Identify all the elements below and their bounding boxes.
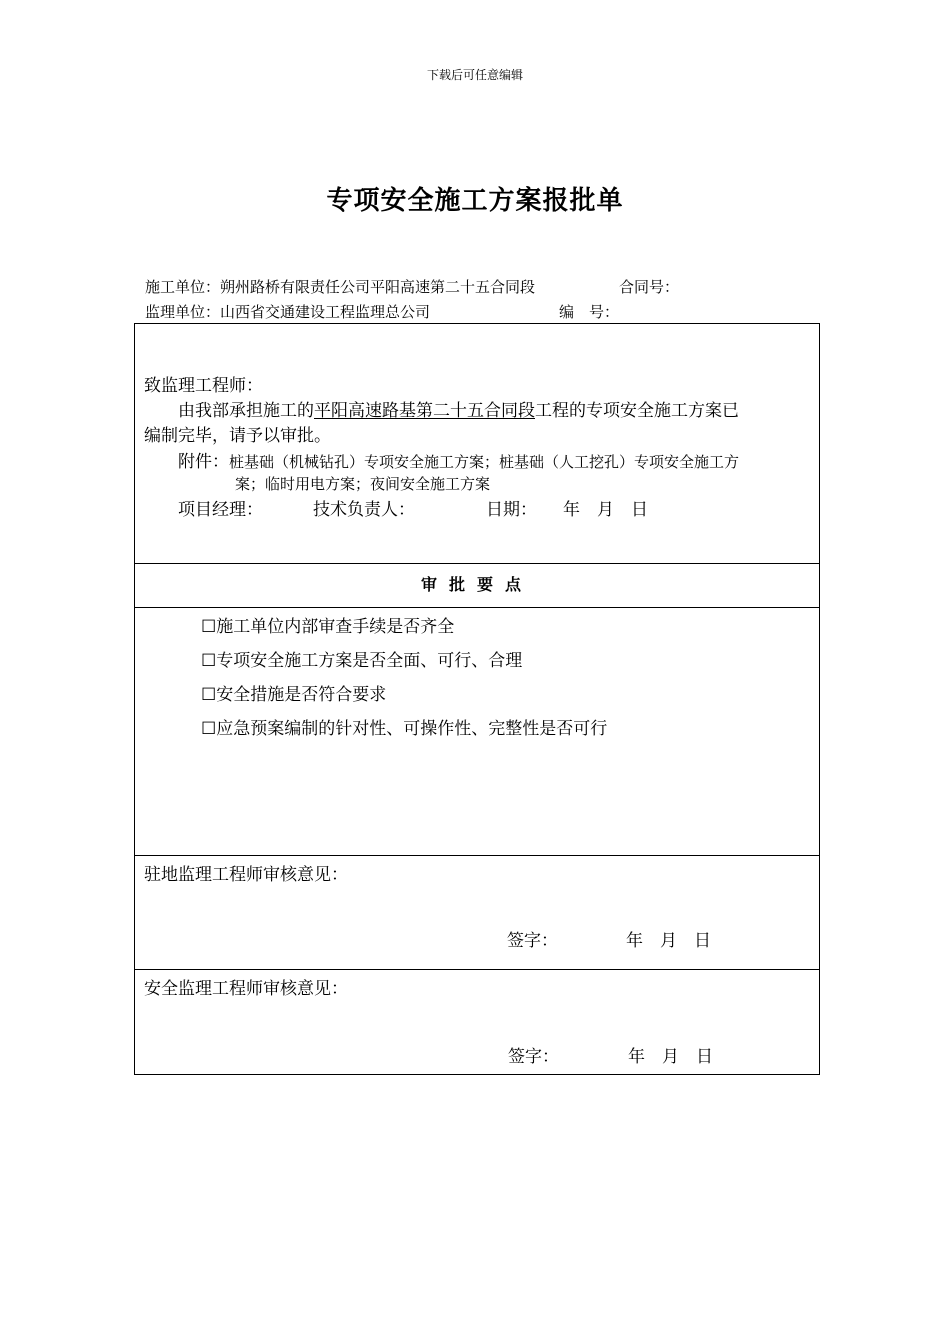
supervision-unit-label: 监理单位：	[145, 303, 221, 321]
tech-lead-label: 技术负责人：	[313, 500, 415, 520]
review-points-list	[135, 607, 819, 855]
review-item: ☐应急预案编制的针对性、可操作性、完整性是否可行	[201, 719, 608, 739]
header-note: 下载后可任意编辑	[426, 68, 523, 82]
resident-signature-label: 签字：	[507, 931, 558, 951]
project-name: 平阳高速路基第二十五合同段	[314, 401, 535, 421]
review-item: ☐安全措施是否符合要求	[201, 685, 387, 705]
construction-unit-value: 朔州路桥有限责任公司平阳高速第二十五合同段	[220, 278, 536, 296]
supervision-unit-value: 山西省交通建设工程监理总公司	[220, 303, 431, 321]
date-label: 日期：	[486, 500, 537, 520]
application-section	[135, 324, 819, 563]
application-body-line2: 编制完毕，请予以审批。	[144, 426, 331, 446]
review-item: ☐专项安全施工方案是否全面、可行、合理	[201, 651, 523, 671]
review-item: ☐施工单位内部审查手续是否齐全	[201, 617, 455, 637]
resident-review-section	[135, 855, 819, 969]
safety-review-date: 年 月 日	[628, 1047, 713, 1067]
attachment-text-1: 桩基础（机械钻孔）专项安全施工方案；桩基础（人工挖孔）专项安全施工方	[229, 453, 740, 471]
approval-form-table	[134, 323, 820, 1075]
form-title: 专项安全施工方案报批单	[326, 186, 624, 216]
attachment-line1	[178, 447, 739, 472]
supervision-unit-line	[145, 301, 620, 322]
attachment-label: 附件：	[178, 452, 229, 472]
body-prefix: 由我部承担施工的	[178, 401, 314, 421]
project-manager-label: 项目经理：	[178, 500, 263, 520]
safety-review-section	[135, 969, 819, 1076]
construction-unit-label: 施工单位：	[145, 278, 221, 296]
safety-signature-label: 签字：	[508, 1047, 559, 1067]
review-points-heading: 审批要点	[135, 563, 819, 607]
resident-review-label: 驻地监理工程师审核意见：	[144, 865, 348, 885]
salutation: 致监理工程师：	[144, 376, 263, 396]
safety-review-label: 安全监理工程师审核意见：	[144, 979, 348, 999]
resident-review-date: 年 月 日	[626, 931, 711, 951]
contract-no-label: 合同号：	[619, 278, 680, 296]
application-date: 年 月 日	[563, 500, 648, 520]
serial-no-label: 编 号：	[559, 303, 620, 321]
application-body-line1	[178, 396, 739, 421]
attachment-line2: 案；临时用电方案；夜间安全施工方案	[235, 475, 491, 493]
construction-unit-line	[145, 276, 680, 297]
body-suffix: 工程的专项安全施工方案已	[535, 401, 739, 421]
